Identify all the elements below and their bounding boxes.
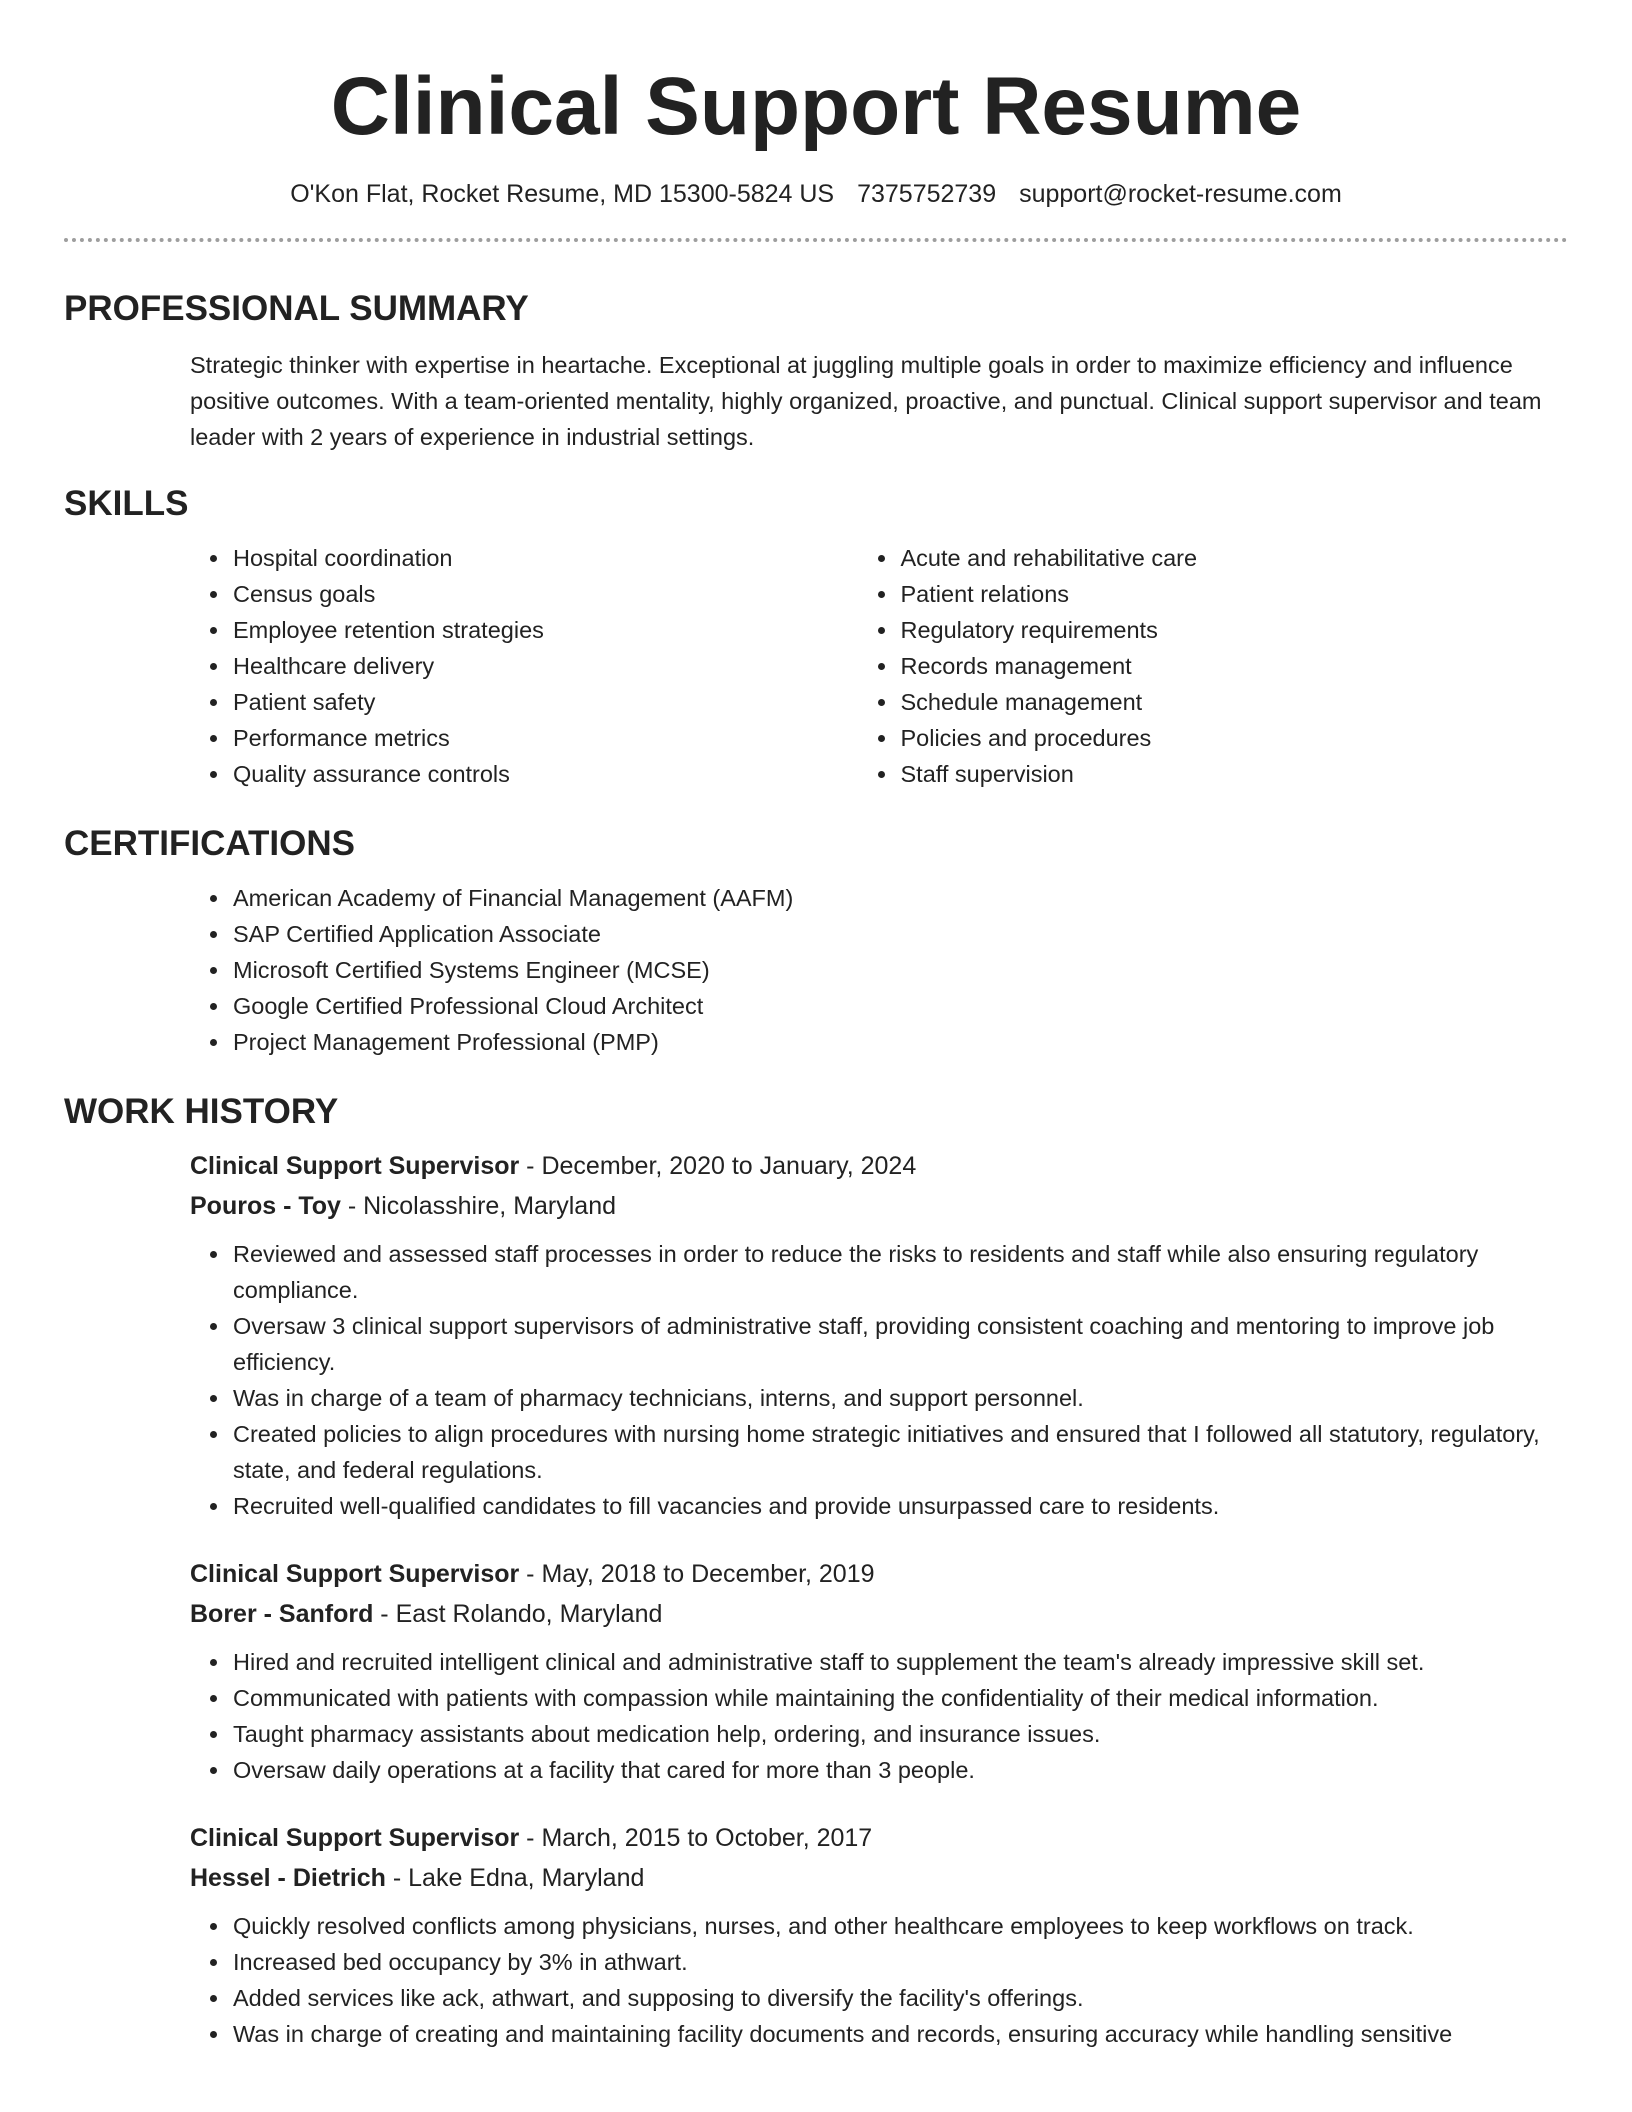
skill-item: Staff supervision <box>901 756 1569 792</box>
job-bullet: Was in charge of a team of pharmacy technicians, interns, and support personnel. <box>233 1380 1568 1416</box>
job-bullet: Oversaw daily operations at a facility that cared for more than 3 people. <box>233 1752 1568 1788</box>
skill-item: Acute and rehabilitative care <box>901 540 1569 576</box>
job-bullet: Was in charge of creating and maintaining facility documents and records, ensuring accuracy while handling sensitive <box>233 2016 1568 2052</box>
skill-item: Census goals <box>233 576 901 612</box>
job-title-line <box>190 1146 1568 1186</box>
job-entry <box>64 1146 1568 1524</box>
certification-item: American Academy of Financial Management (AAFM) <box>233 880 1568 916</box>
certification-item: SAP Certified Application Associate <box>233 916 1568 952</box>
job-company-line <box>190 1186 1568 1226</box>
summary-heading: PROFESSIONAL SUMMARY <box>64 289 529 328</box>
job-company-line <box>190 1594 1568 1634</box>
job-bullet: Added services like ack, athwart, and supposing to diversify the facility's offerings. <box>233 1980 1568 2016</box>
skill-item: Patient safety <box>233 684 901 720</box>
contact-line <box>64 178 1568 210</box>
header-divider <box>64 238 1568 242</box>
job-role: Clinical Support Supervisor <box>190 1560 520 1588</box>
job-role: Clinical Support Supervisor <box>190 1824 520 1852</box>
skill-item: Healthcare delivery <box>233 648 901 684</box>
job-title-line <box>190 1554 1568 1594</box>
skill-item: Patient relations <box>901 576 1569 612</box>
skills-column-right <box>901 540 1569 792</box>
job-location: - East Rolando, Maryland <box>373 1600 663 1628</box>
certification-item: Google Certified Professional Cloud Architect <box>233 988 1568 1024</box>
job-title-line <box>190 1818 1568 1858</box>
job-bullet: Hired and recruited intelligent clinical and administrative staff to supplement the team's already impressive skill set. <box>233 1644 1568 1680</box>
job-bullet: Increased bed occupancy by 3% in athwart. <box>233 1944 1568 1980</box>
summary-text: Strategic thinker with expertise in heartache. Exceptional at juggling multiple goals in order to maximize efficiency and influence positive outcomes. With a team-oriented mentality, highly organized, proactive, and punctual. Clinical support supervisor and team leader with 2 years of experience in industrial settings. <box>190 352 1542 450</box>
job-bullet: Quickly resolved conflicts among physicians, nurses, and other healthcare employees to keep workflows on track. <box>233 1908 1568 1944</box>
skill-item: Performance metrics <box>233 720 901 756</box>
job-company: Borer - Sanford <box>190 1600 374 1628</box>
job-bullet: Communicated with patients with compassion while maintaining the confidentiality of their medical information. <box>233 1680 1568 1716</box>
skill-item: Hospital coordination <box>233 540 901 576</box>
job-location: - Lake Edna, Maryland <box>385 1864 645 1892</box>
skill-item: Policies and procedures <box>901 720 1569 756</box>
skills-list <box>64 540 1568 792</box>
job-entry <box>64 1818 1568 2052</box>
contact-email: support@rocket-resume.com <box>1019 180 1342 208</box>
job-bullet: Reviewed and assessed staff processes in order to reduce the risks to residents and staff while also ensuring regulatory compliance. <box>233 1236 1568 1308</box>
work-history-heading: WORK HISTORY <box>64 1092 339 1131</box>
job-company: Pouros - Toy <box>190 1192 341 1220</box>
contact-phone: 7375752739 <box>857 180 997 208</box>
job-bullet: Oversaw 3 clinical support supervisors of administrative staff, providing consistent coaching and mentoring to improve job efficiency. <box>233 1308 1568 1380</box>
job-dates: - December, 2020 to January, 2024 <box>519 1152 917 1180</box>
resume-title: Clinical Support Resume <box>330 61 1302 152</box>
skills-heading: SKILLS <box>64 484 189 523</box>
job-bullet: Created policies to align procedures with nursing home strategic initiatives and ensured that I followed all statutory, regulatory, state, and federal regulations. <box>233 1416 1568 1488</box>
certifications-list <box>64 880 1568 1060</box>
job-dates: - May, 2018 to December, 2019 <box>519 1560 875 1588</box>
job-bullets <box>190 1644 1568 1788</box>
job-company: Hessel - Dietrich <box>190 1864 386 1892</box>
skill-item: Records management <box>901 648 1569 684</box>
job-bullet: Taught pharmacy assistants about medication help, ordering, and insurance issues. <box>233 1716 1568 1752</box>
skill-item: Regulatory requirements <box>901 612 1569 648</box>
skills-column-left <box>233 540 901 792</box>
certification-item: Microsoft Certified Systems Engineer (MCSE) <box>233 952 1568 988</box>
job-bullets <box>190 1908 1568 2052</box>
skill-item: Schedule management <box>901 684 1569 720</box>
job-bullets <box>190 1236 1568 1524</box>
job-role: Clinical Support Supervisor <box>190 1152 520 1180</box>
certifications-heading: CERTIFICATIONS <box>64 824 356 863</box>
skill-item: Employee retention strategies <box>233 612 901 648</box>
job-company-line <box>190 1858 1568 1898</box>
job-dates: - March, 2015 to October, 2017 <box>519 1824 873 1852</box>
job-bullet: Recruited well-qualified candidates to fill vacancies and provide unsurpassed care to residents. <box>233 1488 1568 1524</box>
certification-item: Project Management Professional (PMP) <box>233 1024 1568 1060</box>
skill-item: Quality assurance controls <box>233 756 901 792</box>
job-entry <box>64 1554 1568 1788</box>
job-location: - Nicolasshire, Maryland <box>340 1192 617 1220</box>
contact-address: O'Kon Flat, Rocket Resume, MD 15300-5824 US <box>290 180 835 208</box>
